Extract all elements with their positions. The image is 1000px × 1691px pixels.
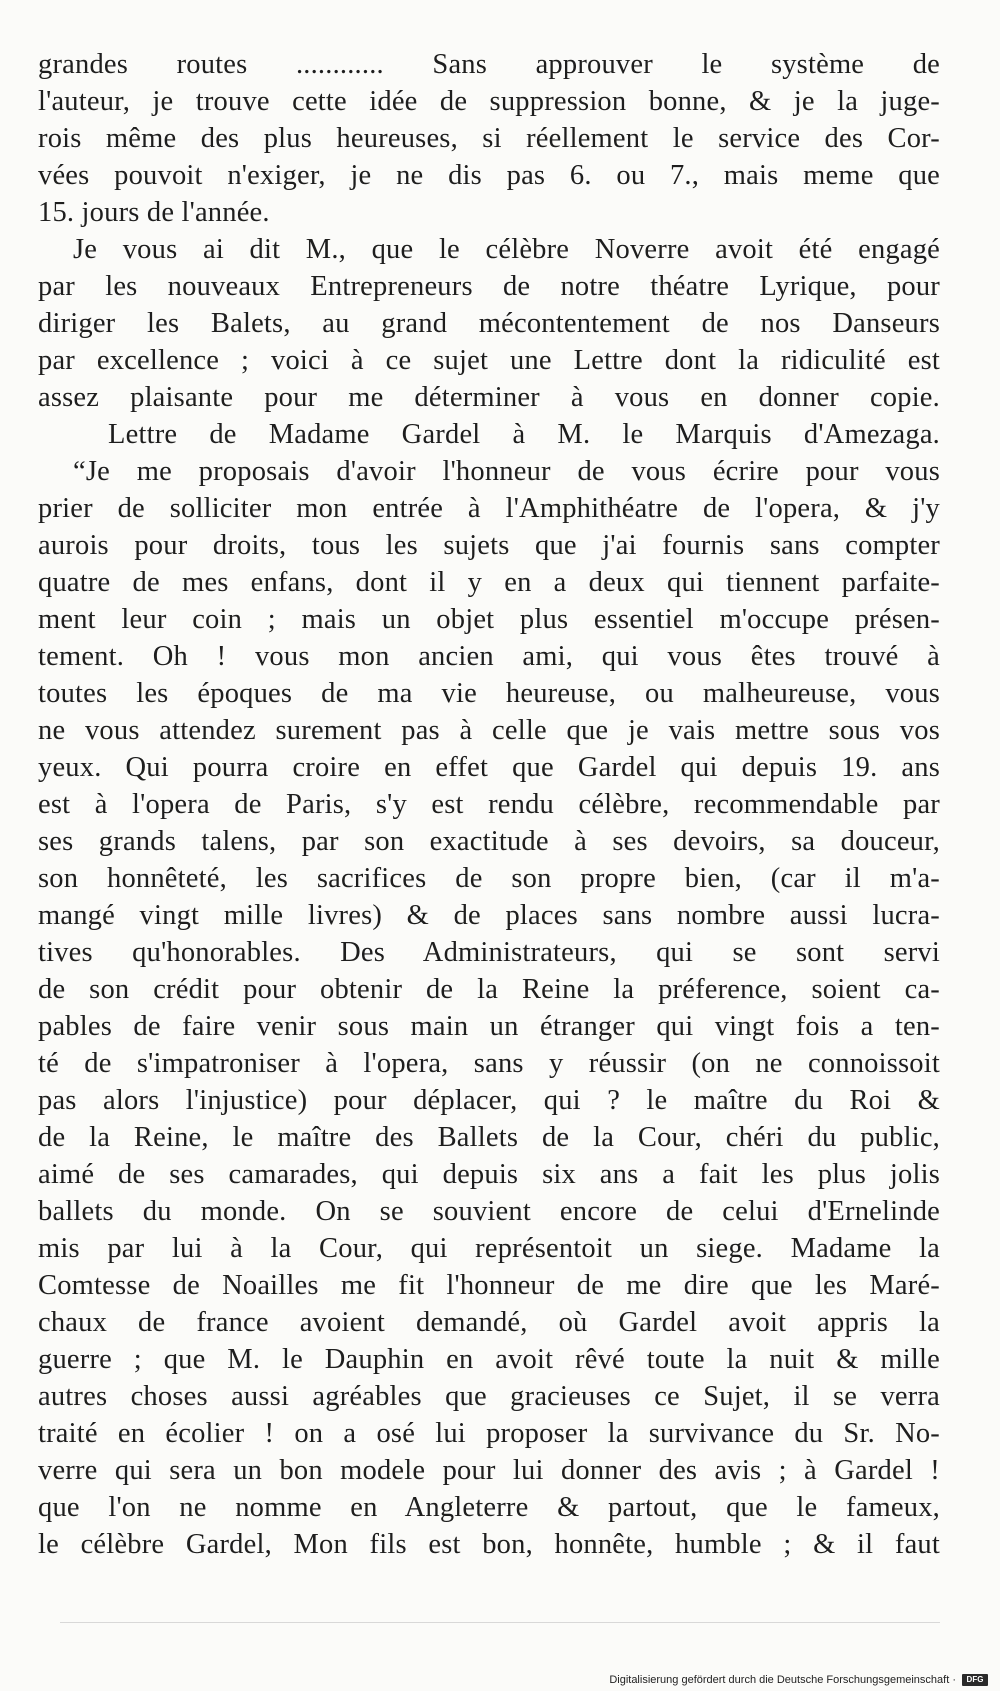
- text-line: grandes routes ............ Sans approuver le système de: [38, 49, 940, 80]
- text-line: de la Reine, le maître des Ballets de la Cour, chéri du public,: [38, 1122, 940, 1153]
- text-line: le célèbre Gardel, Mon fils est bon, honnête, humble ; & il faut: [38, 1529, 940, 1560]
- text-line: pables de faire venir sous main un étranger qui vingt fois a ten-: [38, 1011, 940, 1042]
- text-line: ment leur coin ; mais un objet plus essentiel m'occupe présen-: [38, 604, 940, 635]
- dfg-logo-icon: DFG: [962, 1674, 988, 1686]
- text-line: tement. Oh ! vous mon ancien ami, qui vous êtes trouvé à: [38, 641, 940, 672]
- text-line: “Je me proposais d'avoir l'honneur de vous écrire pour vous: [73, 456, 940, 487]
- text-line: diriger les Balets, au grand mécontentement de nos Danseurs: [38, 308, 940, 339]
- text-line: ballets du monde. On se souvient encore de celui d'Ernelinde: [38, 1196, 940, 1227]
- text-line: autres choses aussi agréables que gracieuses ce Sujet, il se verra: [38, 1381, 940, 1412]
- text-line: assez plaisante pour me déterminer à vous en donner copie.: [38, 382, 940, 413]
- text-line: chaux de france avoient demandé, où Gardel avoit appris la: [38, 1307, 940, 1338]
- text-line: pas alors l'injustice) pour déplacer, qui ? le maître du Roi &: [38, 1085, 940, 1116]
- text-line: verre qui sera un bon modele pour lui donner des avis ; à Gardel !: [38, 1455, 940, 1486]
- text-line: son honnêteté, les sacrifices de son propre bien, (car il m'a-: [38, 863, 940, 894]
- text-line: traité en écolier ! on a osé lui proposer la survivance du Sr. No-: [38, 1418, 940, 1449]
- text-line: vées pouvoit n'exiger, je ne dis pas 6. ou 7., mais meme que: [38, 160, 940, 191]
- text-line: aimé de ses camarades, qui depuis six ans a fait les plus jolis: [38, 1159, 940, 1190]
- text-line: Comtesse de Noailles me fit l'honneur de me dire que les Maré-: [38, 1270, 940, 1301]
- footer-credit: Digitalisierung gefördert durch die Deutsche Forschungsgemeinschaft ·: [609, 1674, 956, 1686]
- letter-heading: Lettre de Madame Gardel à M. le Marquis d'Amezaga.: [108, 419, 940, 450]
- text-line: rois même des plus heureuses, si réellement le service des Cor-: [38, 123, 940, 154]
- text-line: mis par lui à la Cour, qui représentoit un siege. Madame la: [38, 1233, 940, 1264]
- text-line: que l'on ne nomme en Angleterre & partout, que le fameux,: [38, 1492, 940, 1523]
- text-line: quatre de mes enfans, dont il y en a deux qui tiennent parfaite-: [38, 567, 940, 598]
- text-line: est à l'opera de Paris, s'y est rendu célèbre, recommendable par: [38, 789, 940, 820]
- text-line: 15. jours de l'année.: [38, 197, 270, 228]
- page-text: [38, 46, 940, 1563]
- text-line: mangé vingt mille livres) & de places sans nombre aussi lucra-: [38, 900, 940, 931]
- digitization-footer: [609, 1672, 988, 1688]
- text-line: yeux. Qui pourra croire en effet que Gardel qui depuis 19. ans: [38, 752, 940, 783]
- text-line: par les nouveaux Entrepreneurs de notre théatre Lyrique, pour: [38, 271, 940, 302]
- text-line: par excellence ; voici à ce sujet une Lettre dont la ridiculité est: [38, 345, 940, 376]
- page-bottom-rule: [60, 1622, 940, 1623]
- text-line: l'auteur, je trouve cette idée de suppression bonne, & je la juge-: [38, 86, 940, 117]
- text-line: ses grands talens, par son exactitude à ses devoirs, sa douceur,: [38, 826, 940, 857]
- text-line: prier de solliciter mon entrée à l'Amphithéatre de l'opera, & j'y: [38, 493, 940, 524]
- text-line: tives qu'honorables. Des Administrateurs, qui se sont servi: [38, 937, 940, 968]
- text-line: Je vous ai dit M., que le célèbre Noverre avoit été engagé: [73, 234, 940, 265]
- text-line: té de s'impatroniser à l'opera, sans y réussir (on ne connoissoit: [38, 1048, 940, 1079]
- text-line: aurois pour droits, tous les sujets que j'ai fournis sans compter: [38, 530, 940, 561]
- text-line: ne vous attendez surement pas à celle que je vais mettre sous vos: [38, 715, 940, 746]
- text-line: guerre ; que M. le Dauphin en avoit rêvé toute la nuit & mille: [38, 1344, 940, 1375]
- text-line: toutes les époques de ma vie heureuse, ou malheureuse, vous: [38, 678, 940, 709]
- text-line: de son crédit pour obtenir de la Reine la préference, soient ca-: [38, 974, 940, 1005]
